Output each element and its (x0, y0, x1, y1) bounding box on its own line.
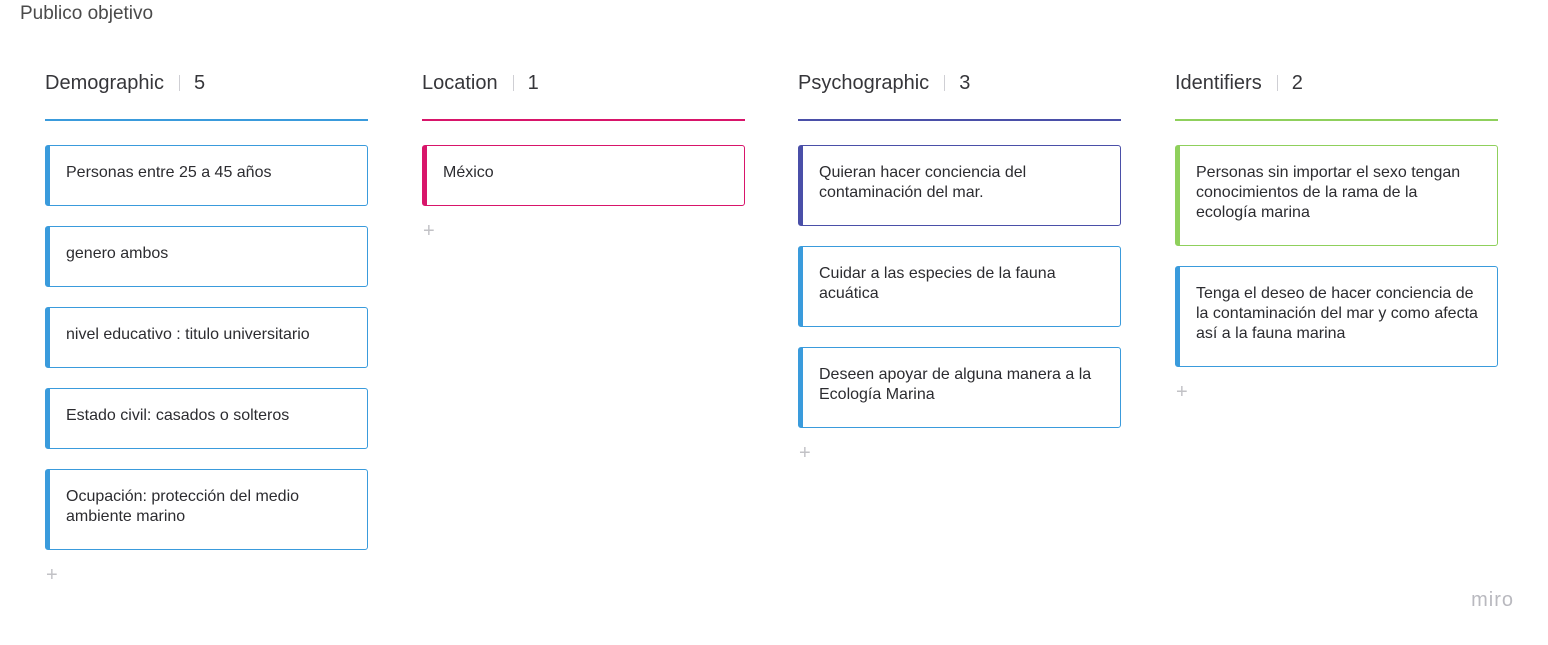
column-color-rule (422, 119, 745, 121)
header-divider (179, 75, 180, 91)
column-title[interactable]: Identifiers (1175, 71, 1262, 94)
card[interactable]: Quieran hacer conciencia del contaminación del mar. (798, 145, 1121, 226)
miro-logo: miro (1471, 589, 1514, 611)
column-color-rule (798, 119, 1121, 121)
column-color-rule (45, 119, 368, 121)
card[interactable]: Cuidar a las especies de la fauna acuática (798, 246, 1121, 327)
column-location (422, 68, 745, 241)
column-psychographic (798, 68, 1121, 463)
column-title[interactable]: Demographic (45, 71, 164, 94)
card-count: 1 (527, 71, 539, 94)
header-divider (944, 75, 945, 91)
card[interactable]: Ocupación: protección del medio ambiente marino (45, 469, 368, 550)
card[interactable]: Personas entre 25 a 45 años (45, 145, 368, 206)
card[interactable]: México (422, 145, 745, 206)
card-count: 3 (959, 71, 971, 94)
column-header[interactable] (422, 68, 745, 98)
card[interactable]: Tenga el deseo de hacer conciencia de la contaminación del mar y como afecta así a la fauna marina (1175, 266, 1498, 367)
card[interactable]: Estado civil: casados o solteros (45, 388, 368, 449)
card-count: 2 (1291, 71, 1303, 94)
column-header[interactable] (798, 68, 1121, 98)
column-header[interactable] (1175, 68, 1498, 98)
add-card-button[interactable]: + (46, 564, 58, 586)
column-demographic (45, 68, 368, 585)
header-divider (513, 75, 514, 91)
column-header[interactable] (45, 68, 368, 98)
column-color-rule (1175, 119, 1498, 121)
column-title[interactable]: Psychographic (798, 71, 930, 94)
add-card-button[interactable]: + (1176, 381, 1188, 403)
add-card-button[interactable]: + (799, 442, 811, 464)
card[interactable]: nivel educativo : titulo universitario (45, 307, 368, 368)
card[interactable]: Personas sin importar el sexo tengan conocimientos de la rama de la ecología marina (1175, 145, 1498, 246)
add-card-button[interactable]: + (423, 220, 435, 242)
board-title: Publico objetivo (20, 3, 154, 24)
card-count: 5 (193, 71, 206, 94)
column-title[interactable]: Location (422, 71, 498, 94)
card[interactable]: Deseen apoyar de alguna manera a la Ecología Marina (798, 347, 1121, 428)
card[interactable]: genero ambos (45, 226, 368, 287)
header-divider (1277, 75, 1278, 91)
column-identifiers (1175, 68, 1498, 402)
